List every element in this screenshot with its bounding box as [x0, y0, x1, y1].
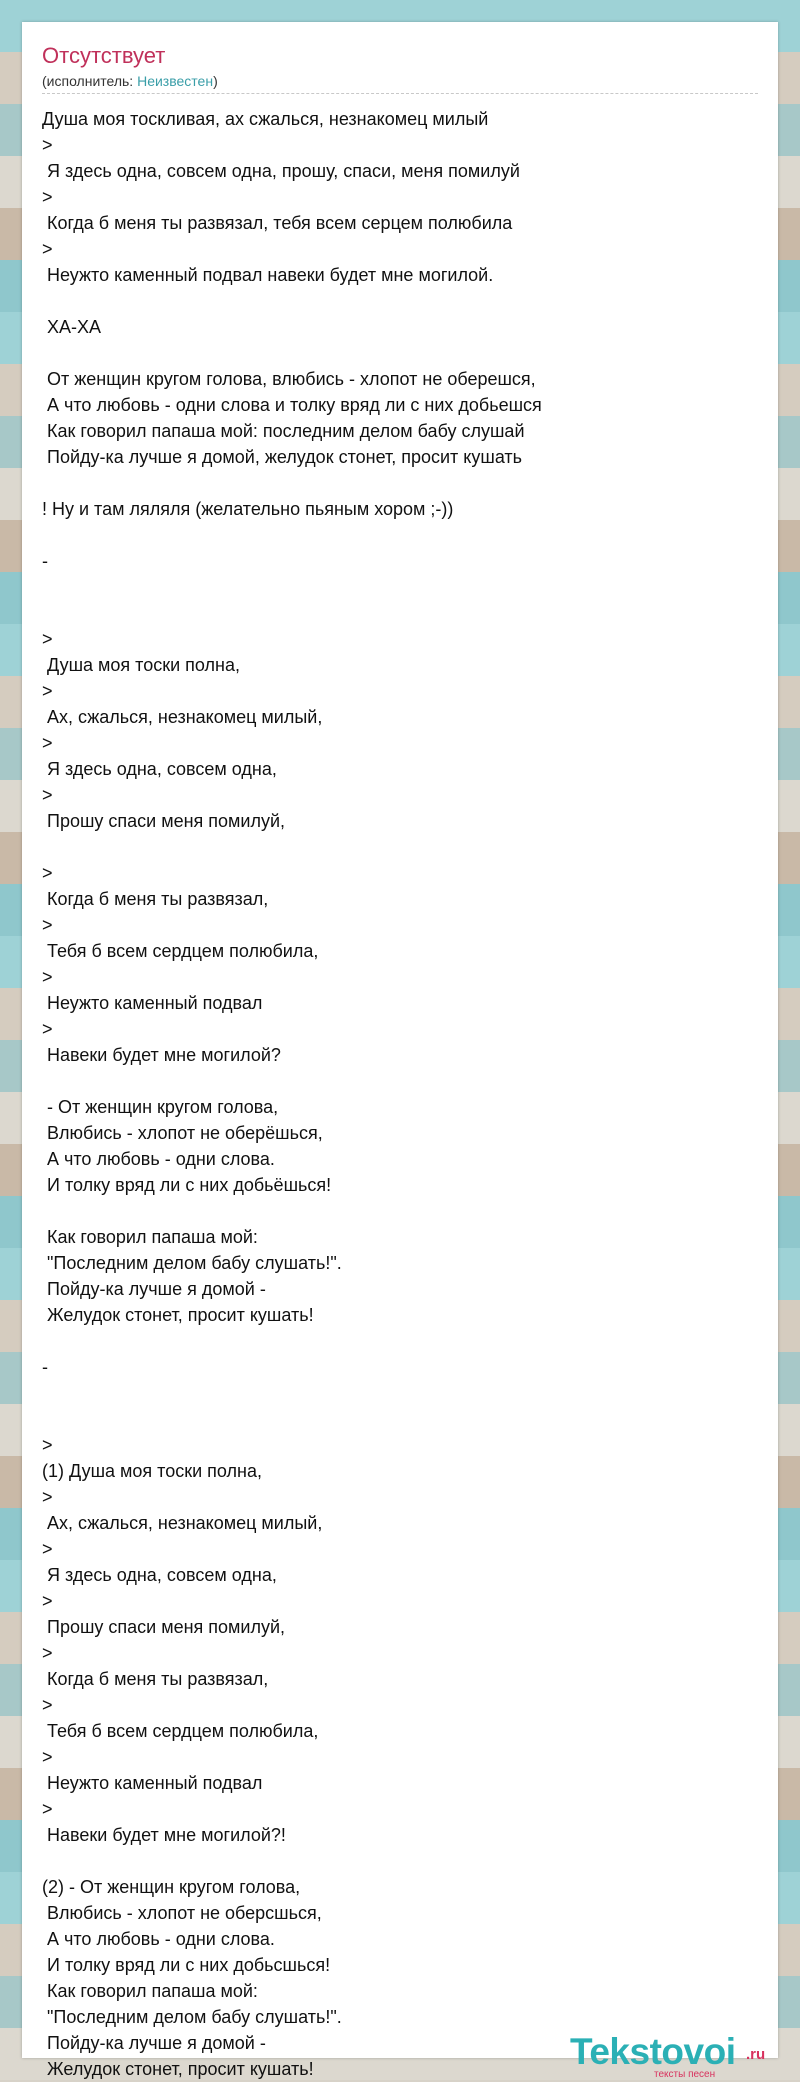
artist-prefix: (исполнитель:	[42, 73, 138, 89]
artist-link[interactable]: Неизвестен	[137, 73, 214, 89]
logo-tld: .ru	[746, 2046, 766, 2063]
artist-line	[42, 72, 218, 90]
lyrics-text: Душа моя тоскливая, ах сжалься, незнакомец милый > Я здесь одна, совсем одна, прошу, спаси, меня помилуй > Когда б меня ты развязал, тебя всем серцем полюбила > Неужто каменный подвал навеки будет мне могилой. ХА-ХА От женщин кругом голова, влюбись - хлопот не оберешся, А что любовь - одни слова и толку вряд ли с них добьешся Как говорил папаша мой: последним делом бабу слушай Пойду-ка лучше я домой, желудок стонет, просит кушать ! Ну и там ляляля (желательно пьяным хором ;-)) - > Душа моя тоски полна, > Ах, сжалься, незнакомец милый, > Я здесь одна, совсем одна, > Прошу спаси меня помилуй, > Когда б меня ты развязал, > Тебя б всем сердцем полюбила, > Неужто каменный подвал > Навеки будет мне могилой? - От женщин кругом голова, Влюбись - хлопот не оберёшься, А что любовь - одни слова. И толку вряд ли с них добьёшься! Как говорил папаша мой: "Последним делом бабу слушать!". Пойду-ка лучше я домой - Желудок стонет, просит кушать! - > (1) Душа моя тоски полна, > Ах, сжалься, незнакомец милый, > Я здесь одна, совсем одна, > Прошу спаси меня помилуй, > Когда б меня ты развязал, > Тебя б всем сердцем полюбила, > Неужто каменный подвал > Навеки будет мне могилой?! (2) - От женщин кругом голова, Влюбись - хлопот не оберсшься, А что любовь - одни слова. И толку вряд ли с них добьсшься! Как говорил папаша мой: "Последним делом бабу слушать!". Пойду-ка лучше я домой - Желудок стонет, просит кушать!	[42, 109, 542, 2079]
logo-tagline: тексты песен	[654, 2069, 716, 2080]
lyrics-card	[22, 22, 778, 2080]
tekstovoi-logo[interactable]	[570, 2032, 770, 2082]
dashed-divider	[42, 93, 758, 94]
artist-suffix: )	[213, 73, 218, 89]
logo-wordmark: Tekstovoi	[570, 2031, 736, 2072]
song-title: Отсутствует	[42, 43, 166, 68]
